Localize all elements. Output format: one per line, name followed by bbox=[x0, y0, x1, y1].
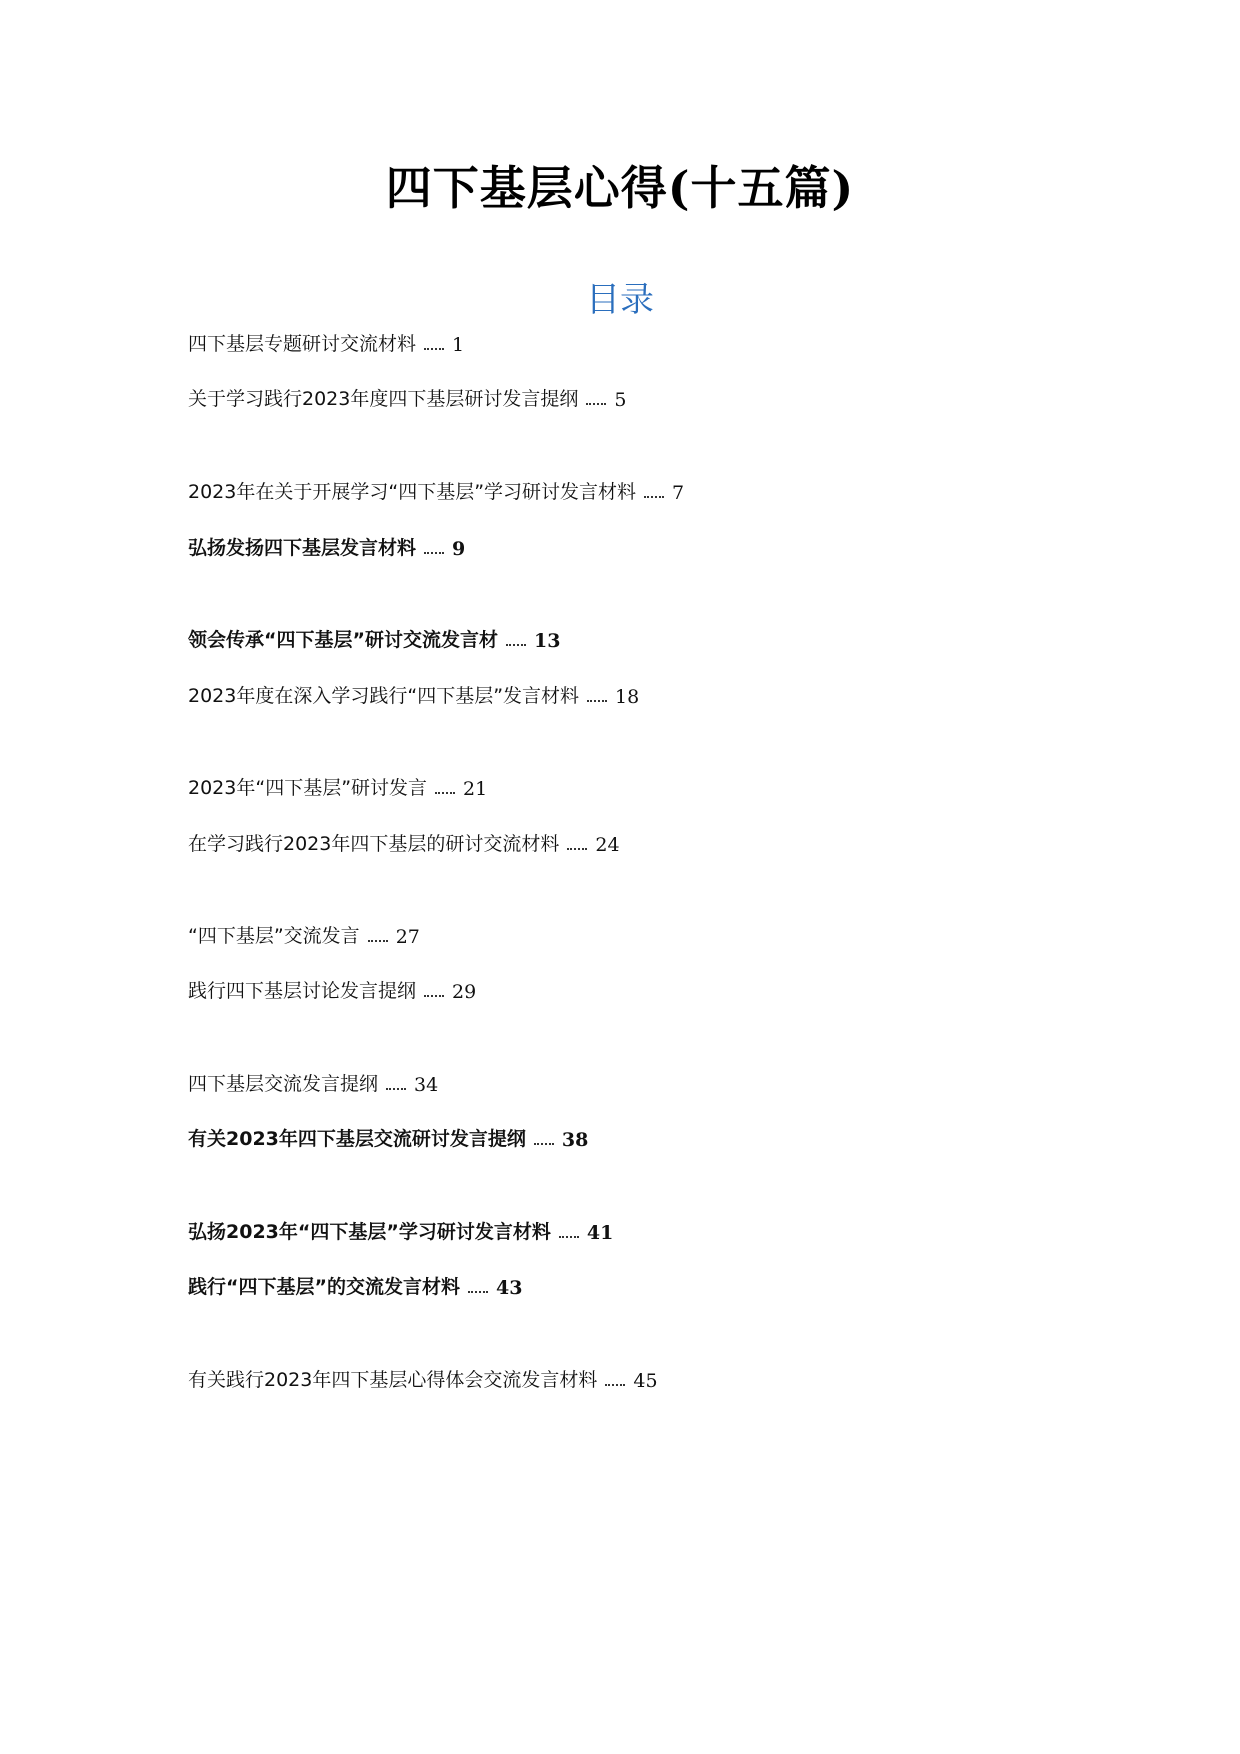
toc-dot-leader bbox=[368, 939, 388, 942]
toc-entry-title: 在学习践行2023年四下基层的研讨交流材料 bbox=[188, 833, 560, 855]
toc-entry[interactable] bbox=[188, 1119, 588, 1151]
toc-entry[interactable] bbox=[188, 1212, 613, 1244]
toc-entry[interactable] bbox=[188, 1360, 658, 1392]
toc-dot-leader bbox=[506, 643, 526, 646]
toc-entry-title: 领会传承“四下基层”研讨交流发言材 bbox=[188, 629, 498, 651]
toc-entry[interactable] bbox=[188, 1064, 438, 1096]
toc-entry[interactable] bbox=[188, 676, 639, 708]
toc-page-number: 29 bbox=[452, 981, 477, 1003]
toc-dot-leader bbox=[435, 791, 455, 794]
document-title: 四下基层心得(十五篇) bbox=[385, 161, 855, 215]
toc-entry-title: 践行四下基层讨论发言提纲 bbox=[188, 980, 417, 1002]
toc-entry-title: 四下基层交流发言提纲 bbox=[188, 1073, 379, 1095]
toc-entry[interactable] bbox=[188, 620, 560, 652]
toc-entry-title: 有关2023年四下基层交流研讨发言提纲 bbox=[188, 1128, 526, 1150]
toc-entry-title: 四下基层专题研讨交流材料 bbox=[188, 333, 417, 355]
toc-entry[interactable] bbox=[188, 324, 464, 356]
toc-entry[interactable] bbox=[188, 768, 487, 800]
toc-entry[interactable] bbox=[188, 1267, 522, 1299]
toc-entry[interactable] bbox=[188, 971, 476, 1003]
toc-dot-leader bbox=[386, 1087, 406, 1090]
toc-dot-leader bbox=[644, 495, 664, 498]
toc-page-number: 27 bbox=[395, 926, 420, 948]
toc-entry-title: 2023年“四下基层”研讨发言 bbox=[188, 777, 428, 799]
toc-entry-title: 践行“四下基层”的交流发言材料 bbox=[188, 1276, 460, 1298]
toc-dot-leader bbox=[534, 1142, 554, 1145]
toc-dot-leader bbox=[559, 1235, 579, 1238]
toc-page-number: 43 bbox=[495, 1277, 523, 1299]
toc-dot-leader bbox=[424, 994, 444, 997]
toc-page-number: 45 bbox=[633, 1370, 658, 1392]
toc-page-number: 24 bbox=[595, 834, 620, 856]
toc-entry[interactable] bbox=[188, 528, 465, 560]
toc-entry[interactable] bbox=[188, 379, 626, 411]
toc-dot-leader bbox=[587, 699, 607, 702]
toc-dot-leader bbox=[567, 847, 587, 850]
toc-entry-title: 弘扬发扬四下基层发言材料 bbox=[188, 537, 417, 559]
toc-heading: 目录 bbox=[586, 280, 654, 320]
toc-dot-leader bbox=[424, 551, 444, 554]
toc-page-number: 34 bbox=[414, 1074, 439, 1096]
toc-entry-title: 关于学习践行2023年度四下基层研讨发言提纲 bbox=[188, 388, 579, 410]
toc-page-number: 1 bbox=[452, 334, 465, 356]
toc-entry-title: 弘扬2023年“四下基层”学习研讨发言材料 bbox=[188, 1221, 551, 1243]
toc-page-number: 7 bbox=[672, 482, 685, 504]
toc-dot-leader bbox=[468, 1290, 488, 1293]
toc-dot-leader bbox=[586, 402, 606, 405]
toc-entry-title: 有关践行2023年四下基层心得体会交流发言材料 bbox=[188, 1369, 598, 1391]
toc-entry[interactable] bbox=[188, 916, 420, 948]
toc-entry-title: 2023年在关于开展学习“四下基层”学习研讨发言材料 bbox=[188, 481, 637, 503]
toc-page-number: 18 bbox=[615, 686, 640, 708]
toc-dot-leader bbox=[424, 347, 444, 350]
toc-page-number: 13 bbox=[533, 630, 561, 652]
toc-page-number: 9 bbox=[452, 538, 466, 560]
toc-page-number: 41 bbox=[586, 1222, 614, 1244]
toc-page-number: 21 bbox=[463, 778, 488, 800]
toc-dot-leader bbox=[605, 1383, 625, 1386]
toc-page-number: 38 bbox=[561, 1129, 589, 1151]
toc-page-number: 5 bbox=[614, 389, 627, 411]
toc-entry-title: “四下基层”交流发言 bbox=[188, 925, 360, 947]
toc-entry[interactable] bbox=[188, 472, 684, 504]
table-of-contents bbox=[188, 0, 1054, 1754]
toc-entry[interactable] bbox=[188, 824, 620, 856]
toc-entry-title: 2023年度在深入学习践行“四下基层”发言材料 bbox=[188, 685, 580, 707]
